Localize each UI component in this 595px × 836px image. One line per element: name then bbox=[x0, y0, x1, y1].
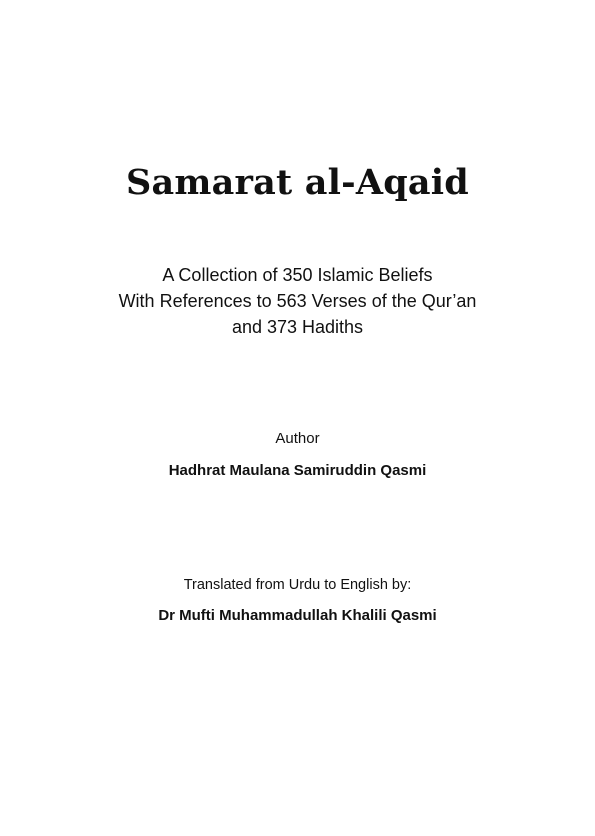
subtitle-line-1: A Collection of 350 Islamic Beliefs bbox=[162, 265, 433, 285]
subtitle-line-2: With References to 563 Verses of the Qur’an bbox=[118, 291, 477, 311]
translator-name: Dr Mufti Muhammadullah Khalili Qasmi bbox=[158, 607, 437, 624]
subtitle-line-3: and 373 Hadiths bbox=[231, 317, 364, 337]
author-name: Hadhrat Maulana Samiruddin Qasmi bbox=[168, 462, 427, 479]
book-subtitle bbox=[0, 262, 595, 340]
book-title: Samarat al-Aqaid bbox=[126, 162, 469, 203]
author-label: Author bbox=[275, 430, 320, 447]
translator-label: Translated from Urdu to English by: bbox=[183, 577, 412, 593]
